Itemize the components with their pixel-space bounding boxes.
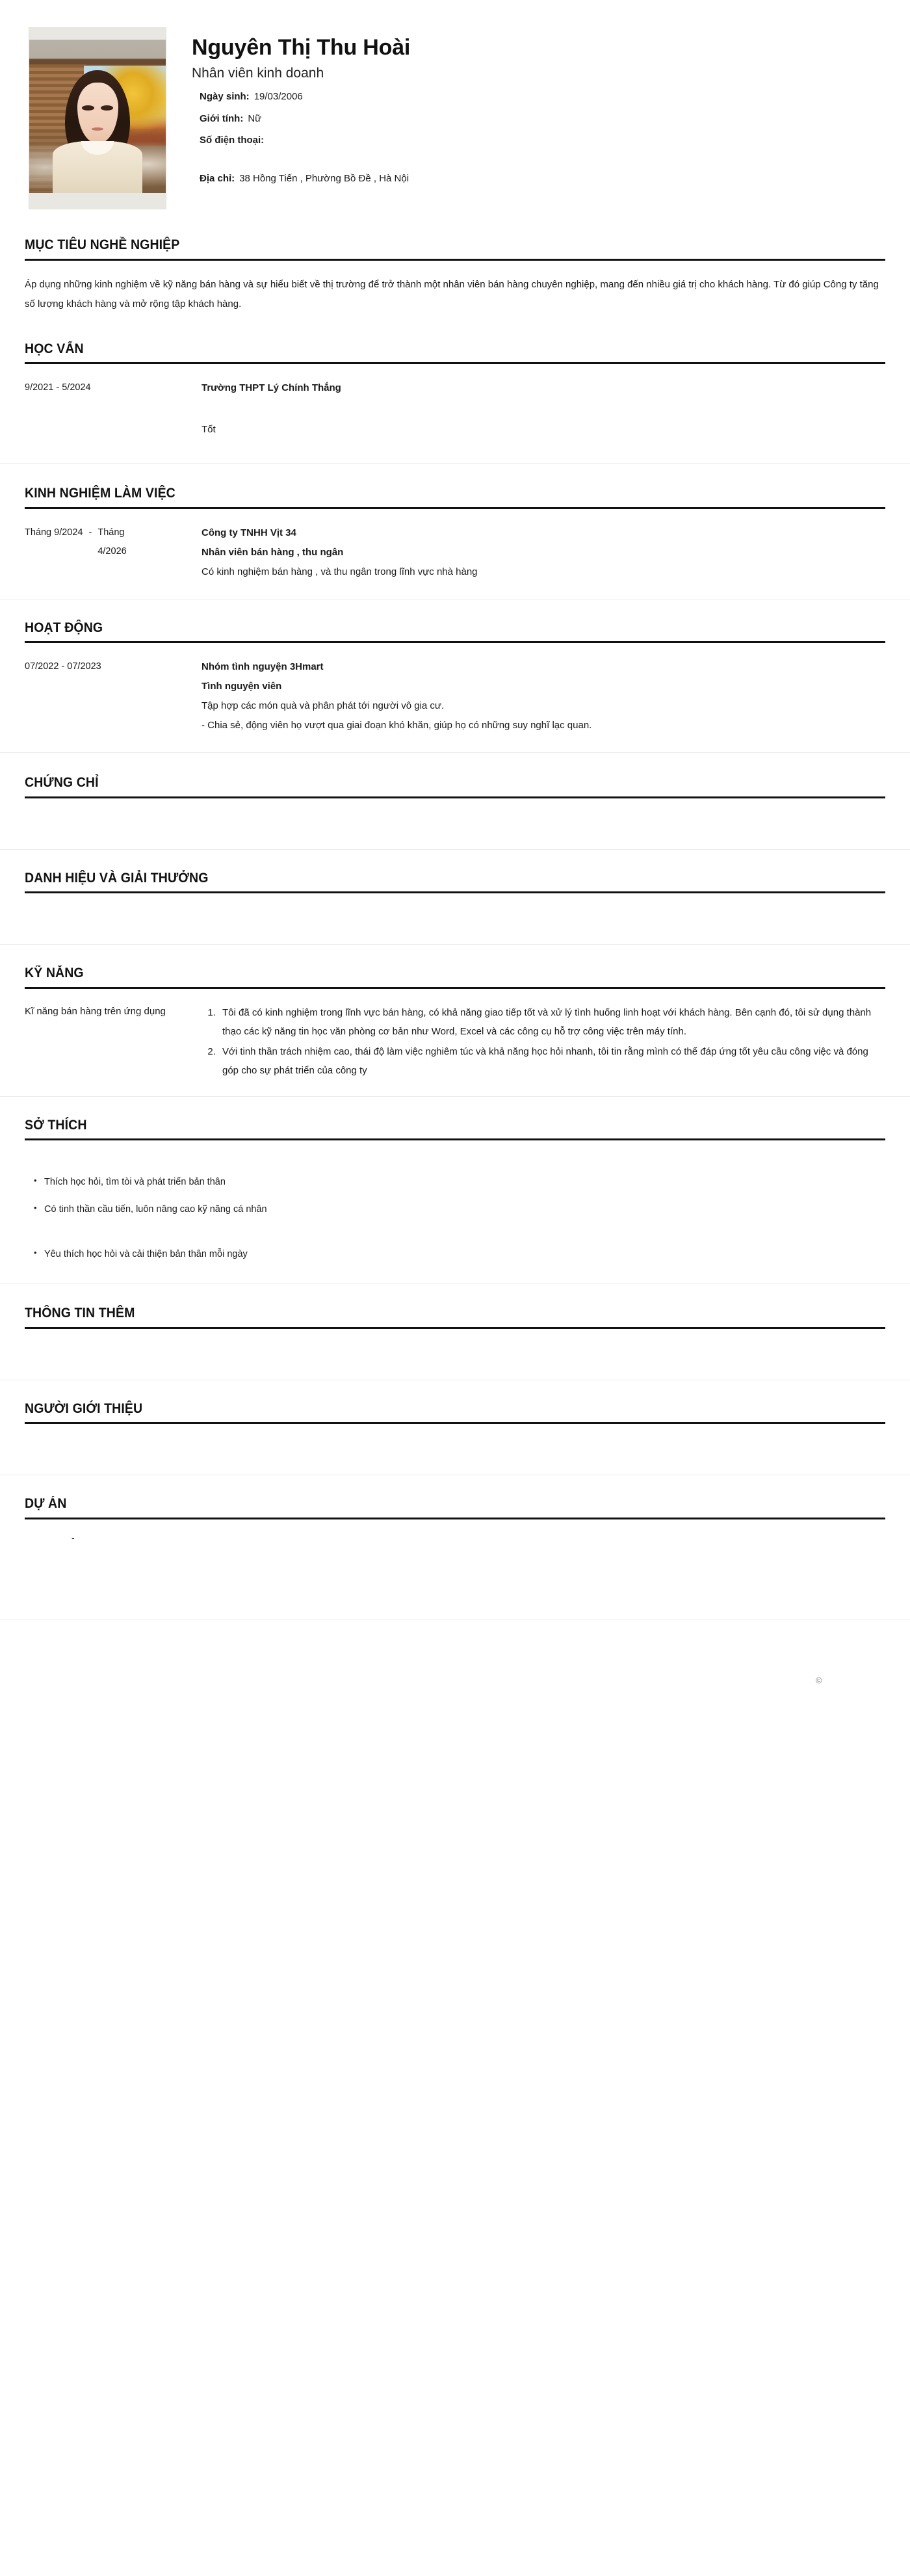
divider-after-education <box>0 463 910 464</box>
divider-after-awards <box>0 944 910 945</box>
section-references <box>0 1401 910 1475</box>
experience-date <box>25 523 202 561</box>
section-title-projects: DỰ ÁN <box>25 1496 67 1512</box>
header-info <box>192 28 910 185</box>
objective-paragraph: Áp dụng những kinh nghiệm về kỹ năng bán hàng và sự hiểu biết về thị trường để trở thành một nhân viên bán hàng chuyên nghiệp, mang đến nhiều giá trị cho khách hàng. Từ đó giúp Công ty tăng số lượng khách hàng và mở rộng tập khách hàng. <box>25 278 879 309</box>
education-entry <box>25 378 885 440</box>
info-birthdate <box>200 91 910 102</box>
profile-photo-image <box>29 40 166 193</box>
section-title-references: NGƯỜI GIỚI THIỆU <box>25 1400 143 1416</box>
section-title-activities: HOẠT ĐỘNG <box>25 620 103 635</box>
section-title-objective: MỤC TIÊU NGHỀ NGHIỆP <box>25 237 180 252</box>
profile-photo <box>29 28 166 209</box>
candidate-name: Nguyên Thị Thu Hoài <box>192 35 411 60</box>
address-label: Địa chỉ: <box>200 173 235 185</box>
activities-line-2: - Chia sẻ, động viên họ vượt qua giai đoạn khó khăn, giúp họ có những suy nghĩ lạc quan. <box>202 720 592 731</box>
gender-label: Giới tính: <box>200 112 244 124</box>
section-title-certificates: CHỨNG CHỈ <box>25 775 99 791</box>
section-body-hobbies <box>25 1140 885 1261</box>
photo-subject-mouth <box>92 127 104 131</box>
section-body-experience <box>25 509 885 582</box>
phone-label: Số điện thoại: <box>200 134 265 146</box>
info-gender <box>200 113 910 124</box>
section-experience <box>0 486 910 582</box>
projects-placeholder: - <box>72 1532 75 1543</box>
activities-entry <box>25 657 885 735</box>
education-details <box>202 378 885 440</box>
address-value: 38 Hồng Tiến , Phường Bồ Đề , Hà Nội <box>239 173 410 185</box>
info-phone <box>200 135 910 146</box>
cv-header <box>0 0 910 209</box>
birthdate-label: Ngày sinh: <box>200 91 250 103</box>
section-body-activities <box>25 643 885 735</box>
education-note: Tốt <box>202 424 216 436</box>
activities-line-1: Tập hợp các món quà và phân phát tới người vô gia cư. <box>202 700 445 712</box>
experience-date-dash: - <box>88 527 92 538</box>
experience-company: Công ty TNHH Vịt 34 <box>202 527 296 538</box>
divider-after-activities <box>0 752 910 753</box>
section-hobbies <box>0 1118 910 1261</box>
gender-value: Nữ <box>248 112 262 124</box>
section-projects <box>0 1496 910 1543</box>
hobbies-list <box>25 1176 885 1261</box>
experience-position: Nhân viên bán hàng , thu ngân <box>202 546 344 558</box>
section-body-references <box>25 1424 885 1475</box>
education-spacer <box>202 398 885 420</box>
experience-description: Có kinh nghiệm bán hàng , và thu ngân trong lĩnh vực nhà hàng <box>202 566 478 577</box>
info-address <box>200 173 910 185</box>
photo-subject-eye-left <box>82 105 94 111</box>
section-title-experience: KINH NGHIỆM LÀM VIỆC <box>25 486 176 501</box>
experience-date-to: Tháng 4/2026 <box>98 527 127 557</box>
activities-date: 07/2022 - 07/2023 <box>25 661 101 672</box>
skills-item: 2. Với tinh thần trách nhiệm cao, thái độ làm việc nghiêm túc và khả năng học hỏi nhanh, tôi tin rằng mình có thể đáp ứng tốt yêu cầu công việc và đóng góp cho sự phát triển của công ty <box>218 1042 885 1081</box>
section-certificates <box>0 775 910 849</box>
section-activities <box>0 620 910 736</box>
divider-after-certificates <box>0 849 910 850</box>
copyright-icon: © <box>816 1676 822 1685</box>
candidate-job-title: Nhân viên kinh doanh <box>192 66 324 81</box>
section-title-education: HỌC VẤN <box>25 341 84 356</box>
section-body-certificates <box>25 798 885 849</box>
experience-entry <box>25 523 885 582</box>
skills-item: 1. Tôi đã có kinh nghiệm trong lĩnh vực bán hàng, có khả năng giao tiếp tốt và xử lý tình huống linh hoạt với khách hàng. Bên cạnh đó, tôi sử dụng thành thạo các kỹ năng tin học văn phòng cơ bản như Word, Excel và các công cụ hỗ trợ công việc trên máy tính. <box>218 1003 885 1042</box>
birthdate-value: 19/03/2006 <box>254 91 303 103</box>
education-date: 9/2021 - 5/2024 <box>25 382 91 393</box>
activities-org: Nhóm tình nguyện 3Hmart <box>202 661 324 673</box>
experience-details <box>202 523 885 582</box>
section-body-projects <box>25 1519 885 1543</box>
skills-entry <box>25 1003 885 1082</box>
divider-after-skills <box>0 1096 910 1097</box>
section-additional <box>0 1306 910 1380</box>
section-title-skills: KỸ NĂNG <box>25 966 84 981</box>
section-title-hobbies: SỞ THÍCH <box>25 1117 87 1133</box>
section-skills <box>0 966 910 1082</box>
list-item: • Thích học hỏi, tìm tòi và phát triển bản thân <box>34 1176 885 1189</box>
section-body-awards <box>25 893 885 944</box>
section-title-awards: DANH HIỆU VÀ GIẢI THƯỞNG <box>25 870 209 886</box>
skills-label: Kĩ năng bán hàng trên ứng dụng <box>25 1005 166 1017</box>
list-item: • Yêu thích học hỏi và cải thiện bản thân mỗi ngày <box>34 1248 885 1261</box>
activities-role: Tình nguyện viên <box>202 681 282 692</box>
section-body-objective <box>25 261 885 314</box>
skills-list <box>202 1003 885 1082</box>
section-objective <box>0 237 910 314</box>
activities-details <box>202 657 885 735</box>
education-school: Trường THPT Lý Chính Thắng <box>202 382 341 394</box>
list-item: • Có tinh thần cầu tiến, luôn nâng cao kỹ năng cá nhân <box>34 1203 885 1216</box>
section-body-education <box>25 364 885 440</box>
section-body-additional <box>25 1329 885 1380</box>
section-title-additional: THÔNG TIN THÊM <box>25 1306 135 1321</box>
section-awards <box>0 871 910 945</box>
section-education <box>0 341 910 440</box>
section-body-skills <box>25 989 885 1082</box>
experience-date-from: Tháng 9/2024 <box>25 527 83 538</box>
